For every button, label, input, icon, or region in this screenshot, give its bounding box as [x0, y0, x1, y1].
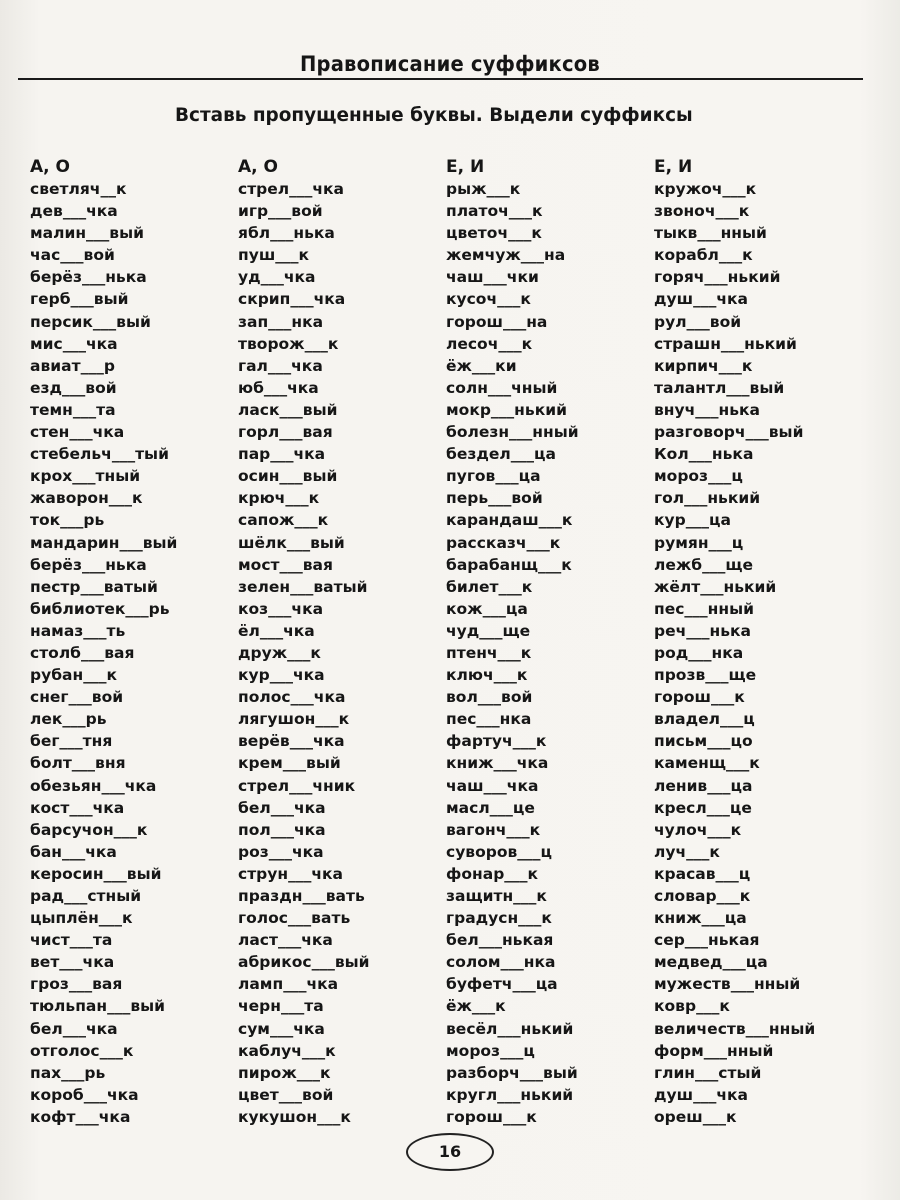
exercise-word: чаш___чки [446, 268, 539, 287]
exercise-word: барсучон___к [30, 820, 148, 839]
exercise-word: суворов___ц [446, 842, 553, 861]
exercise-word: буфетч___ца [446, 975, 558, 994]
exercise-word: ковр___к [654, 997, 730, 1016]
exercise-word: солн___чный [446, 378, 558, 397]
exercise-word: душ___чка [654, 290, 748, 309]
exercise-word: вагонч___к [446, 820, 541, 839]
column-heading: Е, И [654, 157, 693, 177]
exercise-word: прозв___ще [654, 666, 757, 685]
exercise-word: форм___нный [654, 1041, 774, 1060]
exercise-word: темн___та [30, 400, 116, 419]
exercise-word: книж___чка [446, 754, 549, 773]
exercise-word: ёж___к [446, 997, 506, 1016]
exercise-word: вол___вой [446, 688, 533, 707]
exercise-word: горяч___нький [654, 268, 781, 287]
word-column-1 [30, 156, 235, 1128]
exercise-word: пестр___ватый [30, 577, 158, 596]
exercise-word: лягушон___к [238, 710, 350, 729]
exercise-word: верёв___чка [238, 732, 345, 751]
exercise-word: луч___к [654, 842, 720, 861]
exercise-word: пуш___к [238, 246, 310, 265]
exercise-word: светляч__к [30, 180, 127, 198]
exercise-word: рад___стный [30, 887, 142, 905]
exercise-word: чист___та [30, 931, 113, 950]
exercise-word: гал___чка [238, 356, 323, 375]
exercise-word: пол___чка [238, 820, 326, 839]
page-title: Правописание суффиксов [300, 52, 600, 76]
exercise-word: берёз___нька [30, 268, 147, 287]
exercise-word: цыплён___к [30, 909, 133, 928]
exercise-word: лесоч___к [446, 334, 533, 353]
exercise-word: чаш___чка [446, 776, 539, 795]
exercise-word: перь___вой [446, 489, 543, 508]
exercise-word: стен___чка [30, 423, 125, 442]
exercise-word: струн___чка [238, 864, 343, 883]
exercise-word: цвет___вой [238, 1085, 334, 1104]
exercise-word: сум___чка [238, 1019, 325, 1038]
exercise-word: птенч___к [446, 643, 532, 662]
exercise-word: душ___чка [654, 1085, 748, 1104]
exercise-word: горл___вая [238, 423, 333, 442]
exercise-word: лек___рь [30, 710, 107, 729]
exercise-word: езд___вой [30, 378, 117, 397]
exercise-word: ёл___чка [238, 621, 315, 640]
page-number: 16 [406, 1133, 494, 1171]
exercise-word: ленив___ца [654, 776, 753, 795]
exercise-word: звоноч___к [654, 202, 750, 221]
exercise-word: ключ___к [446, 666, 528, 685]
exercise-word: мороз___ц [654, 467, 743, 486]
exercise-word: красав___ц [654, 864, 751, 883]
exercise-word: ласк___вый [238, 400, 338, 419]
exercise-word: абрикос___вый [238, 953, 370, 972]
exercise-word: каблуч___к [238, 1041, 336, 1060]
exercise-word: рул___вой [654, 312, 742, 331]
exercise-word: крем___вый [238, 754, 341, 773]
exercise-word: тыкв___нный [654, 224, 767, 243]
exercise-word: ламп___чка [238, 975, 339, 994]
exercise-word: кож___ца [446, 599, 528, 618]
exercise-word: градусн___к [446, 909, 552, 928]
exercise-word: болезн___нный [446, 423, 579, 442]
exercise-word: владел___ц [654, 710, 755, 729]
exercise-word: ябл___нька [238, 224, 335, 243]
exercise-word: страшн___нький [654, 334, 797, 353]
exercise-word: творож___к [238, 334, 339, 353]
exercise-word: жемчуж___на [446, 246, 566, 265]
exercise-word: бел___чка [238, 798, 326, 817]
exercise-word: румян___ц [654, 533, 744, 552]
column-heading: А, О [238, 157, 278, 177]
exercise-word: коз___чка [238, 599, 324, 618]
exercise-word: уд___чка [238, 268, 316, 287]
exercise-word: персик___вый [30, 312, 151, 331]
exercise-word: библиотек___рь [30, 599, 170, 618]
exercise-word: разговорч___вый [654, 423, 804, 442]
exercise-word: рубан___к [30, 666, 117, 685]
exercise-word: стрел___чник [238, 776, 356, 795]
exercise-word: скрип___чка [238, 290, 346, 309]
exercise-word: кукушон___к [238, 1107, 351, 1126]
exercise-word: словар___к [654, 887, 751, 905]
exercise-word: пах___рь [30, 1063, 106, 1082]
exercise-word: платоч___к [446, 202, 543, 221]
exercise-word: мандарин___вый [30, 533, 178, 552]
exercise-word: чуд___ще [446, 621, 531, 640]
exercise-word: кресл___це [654, 798, 752, 817]
exercise-word: сапож___к [238, 511, 329, 530]
exercise-word: обезьян___чка [30, 776, 157, 795]
exercise-word: защитн___к [446, 887, 547, 905]
exercise-word: сер___нькая [654, 931, 760, 950]
exercise-word: черн___та [238, 997, 324, 1016]
exercise-word: бан___чка [30, 842, 117, 861]
exercise-word: величеств___нный [654, 1019, 816, 1038]
exercise-word: зап___нка [238, 312, 324, 331]
exercise-word: цветоч___к [446, 224, 542, 243]
exercise-word: чулоч___к [654, 820, 742, 839]
exercise-word: жёлт___нький [654, 577, 777, 596]
exercise-instruction: Вставь пропущенные буквы. Выдели суффиксы [175, 104, 693, 126]
exercise-word: кирпич___к [654, 356, 753, 375]
exercise-word: игр___вой [238, 202, 323, 221]
exercise-word: рассказч___к [446, 533, 561, 552]
exercise-word: горош___к [654, 688, 745, 707]
exercise-word: роз___чка [238, 842, 324, 861]
exercise-word: гол___нький [654, 489, 761, 508]
exercise-word: снег___вой [30, 688, 124, 707]
exercise-word: мост___вая [238, 555, 333, 574]
exercise-word: вет___чка [30, 953, 115, 972]
exercise-word: ласт___чка [238, 931, 333, 950]
exercise-word: мужеств___нный [654, 975, 801, 994]
exercise-word: мокр___нький [446, 400, 567, 419]
exercise-word: внуч___нька [654, 400, 761, 419]
exercise-word: лежб___ще [654, 555, 754, 574]
exercise-word: мис___чка [30, 334, 118, 353]
exercise-word: барабанщ___к [446, 555, 572, 574]
exercise-word: медвед___ца [654, 953, 768, 972]
exercise-word: карандаш___к [446, 511, 573, 530]
exercise-word: столб___вая [30, 643, 135, 662]
exercise-word: дев___чка [30, 202, 118, 221]
exercise-word: разборч___вый [446, 1063, 578, 1082]
exercise-word: крюч___к [238, 489, 320, 508]
exercise-word: пар___чка [238, 445, 326, 464]
word-column-4 [654, 156, 859, 1128]
exercise-word: зелен___ватый [238, 577, 368, 596]
exercise-word: род___нка [654, 643, 744, 662]
exercise-word: билет___к [446, 577, 533, 596]
exercise-word: книж___ца [654, 909, 747, 928]
exercise-word: кругл___нький [446, 1085, 574, 1104]
exercise-word: талантл___вый [654, 378, 785, 397]
exercise-word: кост___чка [30, 798, 125, 817]
exercise-word: бег___тня [30, 732, 113, 751]
exercise-word: ореш___к [654, 1107, 737, 1126]
exercise-word: мороз___ц [446, 1041, 535, 1060]
exercise-word: пес___нный [654, 599, 754, 618]
exercise-word: берёз___нька [30, 555, 147, 574]
exercise-word: гроз___вая [30, 975, 123, 994]
exercise-word: крох___тный [30, 467, 141, 486]
exercise-word: жаворон___к [30, 489, 143, 508]
exercise-word: час___вой [30, 246, 115, 265]
exercise-word: праздн___вать [238, 887, 365, 905]
exercise-word: реч___нька [654, 621, 751, 640]
column-heading: А, О [30, 157, 70, 177]
exercise-word: ёж___ки [446, 356, 517, 375]
exercise-word: шёлк___вый [238, 533, 345, 552]
exercise-word: друж___к [238, 643, 321, 662]
column-heading: Е, И [446, 157, 485, 177]
exercise-word: кофт___чка [30, 1107, 131, 1126]
exercise-word: тюльпан___вый [30, 997, 166, 1016]
exercise-word: стрел___чка [238, 180, 345, 198]
exercise-word: голос___вать [238, 909, 351, 928]
exercise-word: каменщ___к [654, 754, 760, 773]
exercise-word: болт___вня [30, 754, 126, 773]
exercise-word: пугов___ца [446, 467, 541, 486]
exercise-word: малин___вый [30, 224, 144, 243]
exercise-word: кусоч___к [446, 290, 531, 309]
exercise-word: кур___ца [654, 511, 731, 530]
word-column-3 [446, 156, 651, 1128]
exercise-word: осин___вый [238, 467, 338, 486]
word-column-2 [238, 156, 443, 1128]
exercise-word: масл___це [446, 798, 535, 817]
exercise-word: пес___нка [446, 710, 532, 729]
exercise-word: письм___цо [654, 732, 753, 751]
exercise-word: кур___чка [238, 666, 325, 685]
exercise-word: фартуч___к [446, 732, 547, 751]
exercise-word: рыж___к [446, 180, 521, 198]
exercise-word: весёл___нький [446, 1019, 574, 1038]
exercise-word: бел___чка [30, 1019, 118, 1038]
exercise-word: герб___вый [30, 290, 129, 309]
exercise-word: пирож___к [238, 1063, 331, 1082]
exercise-word: ток___рь [30, 511, 105, 530]
exercise-word: намаз___ть [30, 621, 126, 640]
exercise-word: горош___к [446, 1107, 537, 1126]
exercise-word: бездел___ца [446, 445, 556, 464]
exercise-word: горош___на [446, 312, 548, 331]
exercise-word: авиат___р [30, 356, 115, 375]
exercise-word: отголос___к [30, 1041, 134, 1060]
exercise-word: кружоч___к [654, 180, 757, 198]
exercise-word: керосин___вый [30, 864, 162, 883]
exercise-word: глин___стый [654, 1063, 762, 1082]
exercise-word: юб___чка [238, 378, 319, 397]
exercise-word: бел___нькая [446, 931, 554, 950]
exercise-word: стебельч___тый [30, 445, 169, 464]
exercise-word: солом___нка [446, 953, 556, 972]
exercise-word: полос___чка [238, 688, 346, 707]
exercise-word: корабл___к [654, 246, 753, 265]
exercise-word: фонар___к [446, 864, 539, 883]
exercise-word: короб___чка [30, 1085, 139, 1104]
exercise-word: Кол___нька [654, 445, 754, 464]
title-underline [18, 78, 863, 80]
